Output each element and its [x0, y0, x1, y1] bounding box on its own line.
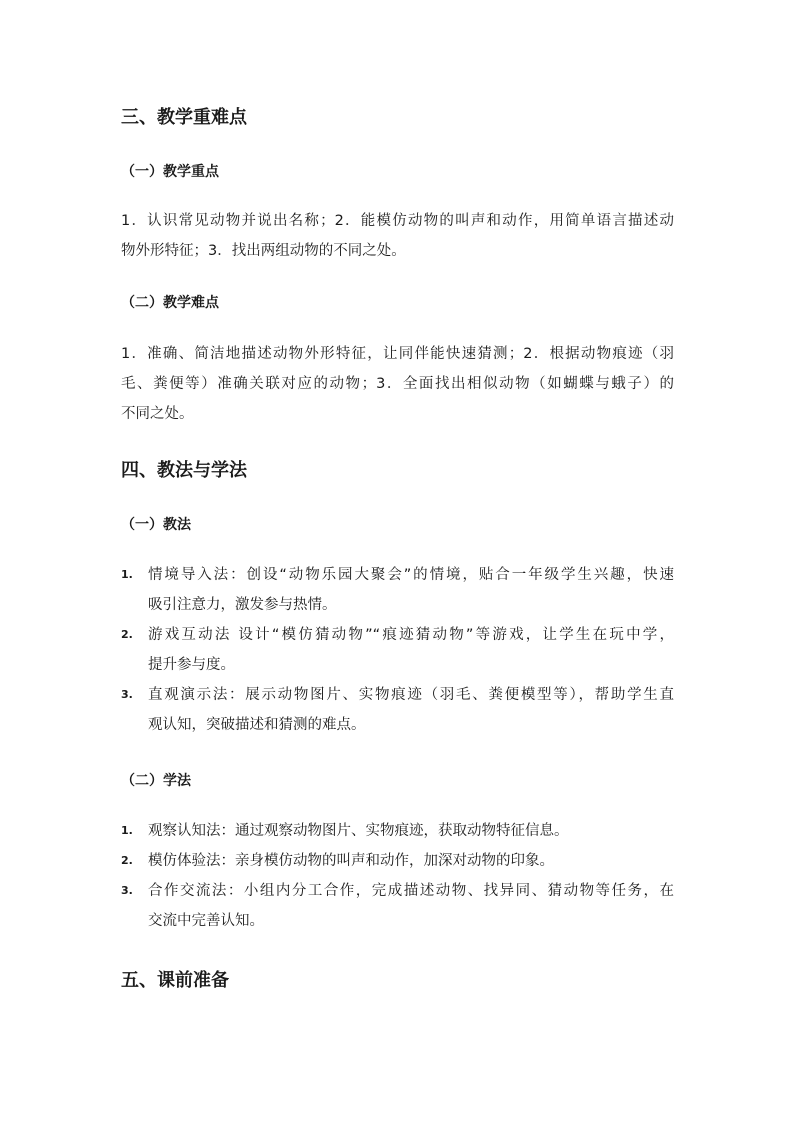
difficulties-paragraph [121, 339, 674, 429]
list-item-number: 3. [121, 884, 133, 897]
list-item [121, 680, 674, 740]
key-points-paragraph [121, 206, 674, 266]
list-item-line: 观察认知法：通过观察动物图片、实物痕迹，获取动物特征信息。 [148, 823, 569, 839]
paragraph-line: 1．准确、简洁地描述动物外形特征，让同伴能快速猜测；2．根据动物痕迹（羽 [121, 346, 674, 362]
section-heading-3: 三、教学重难点 [121, 107, 247, 128]
list-item-number: 1. [121, 568, 133, 581]
list-item-line: 观认知，突破描述和猜测的难点。 [148, 717, 366, 733]
subsection-heading-learning-methods: （二）学法 [121, 773, 191, 789]
paragraph-line: 毛、粪便等）准确关联对应的动物；3．全面找出相似动物（如蝴蝶与蛾子）的 [121, 376, 674, 392]
paragraph-line: 不同之处。 [121, 406, 194, 422]
list-item [121, 876, 674, 936]
paragraph-line: 物外形特征；3．找出两组动物的不同之处。 [121, 243, 406, 259]
list-item-number: 2. [121, 854, 133, 867]
learning-methods-list [121, 816, 674, 936]
list-item [121, 846, 674, 876]
subsection-heading-teaching-methods: （一）教法 [121, 517, 191, 533]
list-item-number: 2. [121, 628, 133, 641]
list-item-line: 交流中完善认知。 [148, 913, 264, 929]
list-item-line: 吸引注意力，激发参与热情。 [148, 597, 337, 613]
list-item-line: 合作交流法：小组内分工合作，完成描述动物、找异同、猜动物等任务，在 [148, 883, 674, 899]
section-heading-5: 五、课前准备 [121, 970, 229, 991]
list-item-line: 情境导入法：创设“动物乐园大聚会”的情境，贴合一年级学生兴趣，快速 [148, 567, 674, 583]
teaching-methods-list [121, 560, 674, 740]
list-item-number: 3. [121, 688, 133, 701]
paragraph-line: 1．认识常见动物并说出名称；2．能模仿动物的叫声和动作，用简单语言描述动 [121, 213, 674, 229]
subsection-heading-key-points: （一）教学重点 [121, 164, 219, 180]
list-item-line: 提升参与度。 [148, 657, 235, 673]
list-item-line: 模仿体验法：亲身模仿动物的叫声和动作，加深对动物的印象。 [148, 853, 554, 869]
list-item-line: 直观演示法：展示动物图片、实物痕迹（羽毛、粪便模型等），帮助学生直 [148, 687, 674, 703]
section-heading-4: 四、教法与学法 [121, 460, 247, 481]
list-item [121, 560, 674, 620]
subsection-heading-difficulties: （二）教学难点 [121, 295, 219, 311]
list-item-line: 游戏互动法 设计“模仿猜动物”“痕迹猜动物”等游戏，让学生在玩中学， [148, 627, 674, 643]
list-item-number: 1. [121, 824, 133, 837]
list-item [121, 816, 674, 846]
list-item [121, 620, 674, 680]
